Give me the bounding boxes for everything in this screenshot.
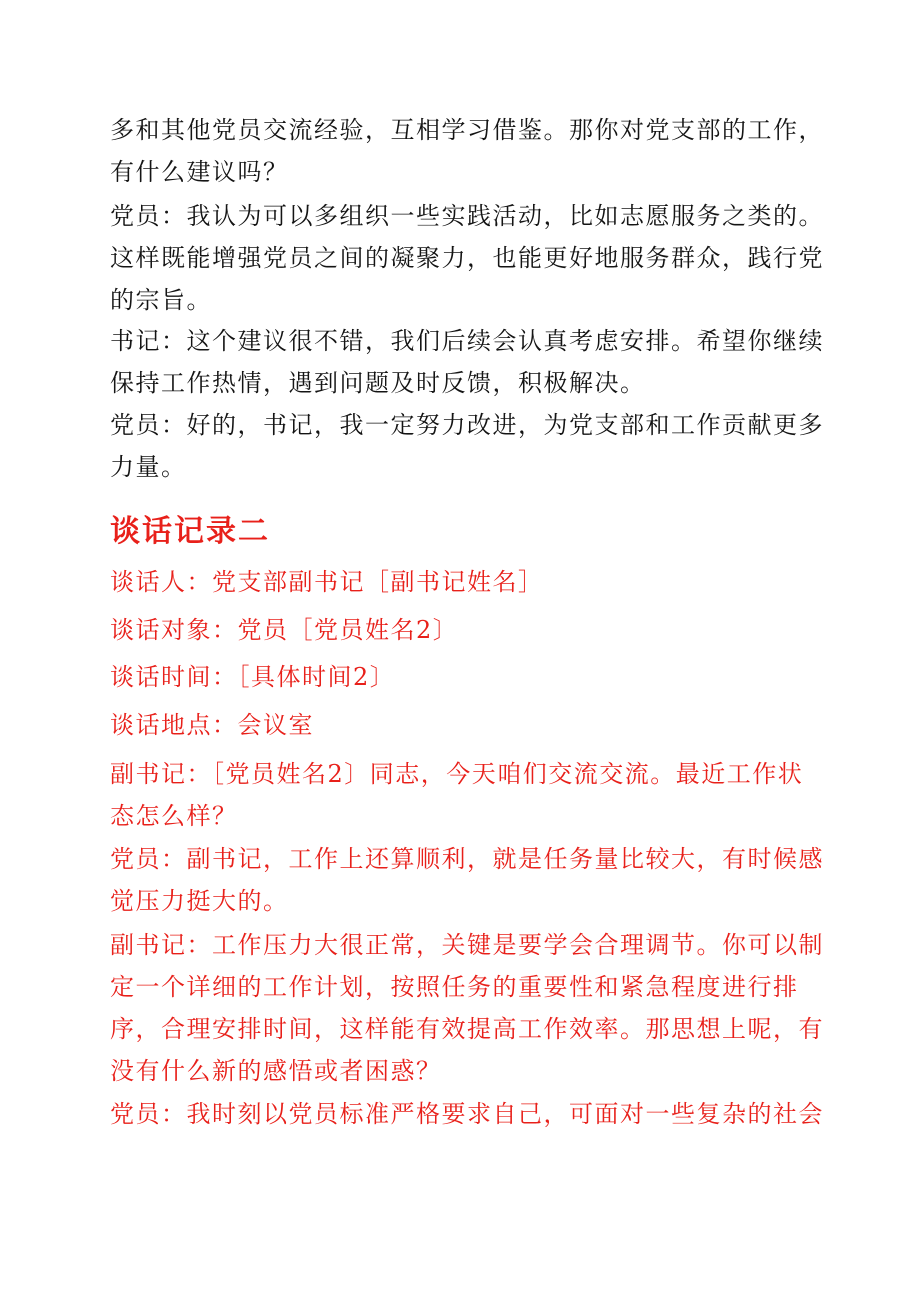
text-line: 的宗旨。 bbox=[110, 286, 212, 314]
text-line: 这样既能增强党员之间的凝聚力，也能更好地服务群众，践行党 bbox=[110, 244, 824, 272]
info-speaker bbox=[110, 561, 810, 603]
text-line: 觉压力挺大的。 bbox=[110, 887, 289, 915]
text-line: 有什么建议吗？ bbox=[110, 158, 289, 186]
paragraph-4 bbox=[110, 404, 824, 488]
info-place bbox=[110, 704, 810, 746]
section-heading: 谈话记录二 bbox=[110, 514, 270, 549]
text-line: 副书记：工作压力大很正常，关键是要学会合理调节。你可以制 bbox=[110, 931, 824, 959]
paragraph-2 bbox=[110, 195, 824, 321]
text-line: 谈话地点：会议室 bbox=[110, 711, 314, 739]
text-line: 副书记：［党员姓名2〕同志，今天咱们交流交流。最近工作状 bbox=[110, 760, 804, 788]
paragraph-7 bbox=[110, 924, 824, 1092]
text-line: 定一个详细的工作计划，按照任务的重要性和紧急程度进行排 bbox=[110, 973, 799, 1001]
text-line: 序，合理安排时间，这样能有效提高工作效率。那思想上呢，有 bbox=[110, 1015, 824, 1043]
text-line: 谈话时间：［具体时间2〕 bbox=[110, 663, 396, 691]
text-line: 态怎么样？ bbox=[110, 802, 238, 830]
info-time bbox=[110, 656, 810, 698]
paragraph-1 bbox=[110, 109, 824, 193]
text-line: 党员：好的，书记，我一定努力改进，为党支部和工作贡献更多 bbox=[110, 411, 824, 439]
text-line: 党员：我认为可以多组织一些实践活动，比如志愿服务之类的。 bbox=[110, 202, 824, 230]
paragraph-3 bbox=[110, 320, 824, 404]
text-line: 谈话人：党支部副书记［副书记姓名］ bbox=[110, 568, 544, 596]
text-line: 党员：副书记，工作上还算顺利，就是任务量比较大，有时候感 bbox=[110, 845, 824, 873]
text-line: 谈话对象：党员［党员姓名2〕 bbox=[110, 616, 459, 644]
text-line: 书记：这个建议很不错，我们后续会认真考虑安排。希望你继续 bbox=[110, 327, 824, 355]
paragraph-6 bbox=[110, 838, 824, 922]
paragraph-8 bbox=[110, 1093, 824, 1135]
paragraph-5 bbox=[110, 753, 810, 837]
text-line: 党员：我时刻以党员标准严格要求自己，可面对一些复杂的社会 bbox=[110, 1100, 824, 1128]
text-line: 多和其他党员交流经验，互相学习借鉴。那你对党支部的工作， bbox=[110, 116, 824, 144]
text-line: 力量。 bbox=[110, 453, 187, 481]
text-line: 没有什么新的感悟或者困惑？ bbox=[110, 1057, 442, 1085]
text-line: 保持工作热情，遇到问题及时反馈，积极解决。 bbox=[110, 369, 646, 397]
info-target bbox=[110, 609, 810, 651]
